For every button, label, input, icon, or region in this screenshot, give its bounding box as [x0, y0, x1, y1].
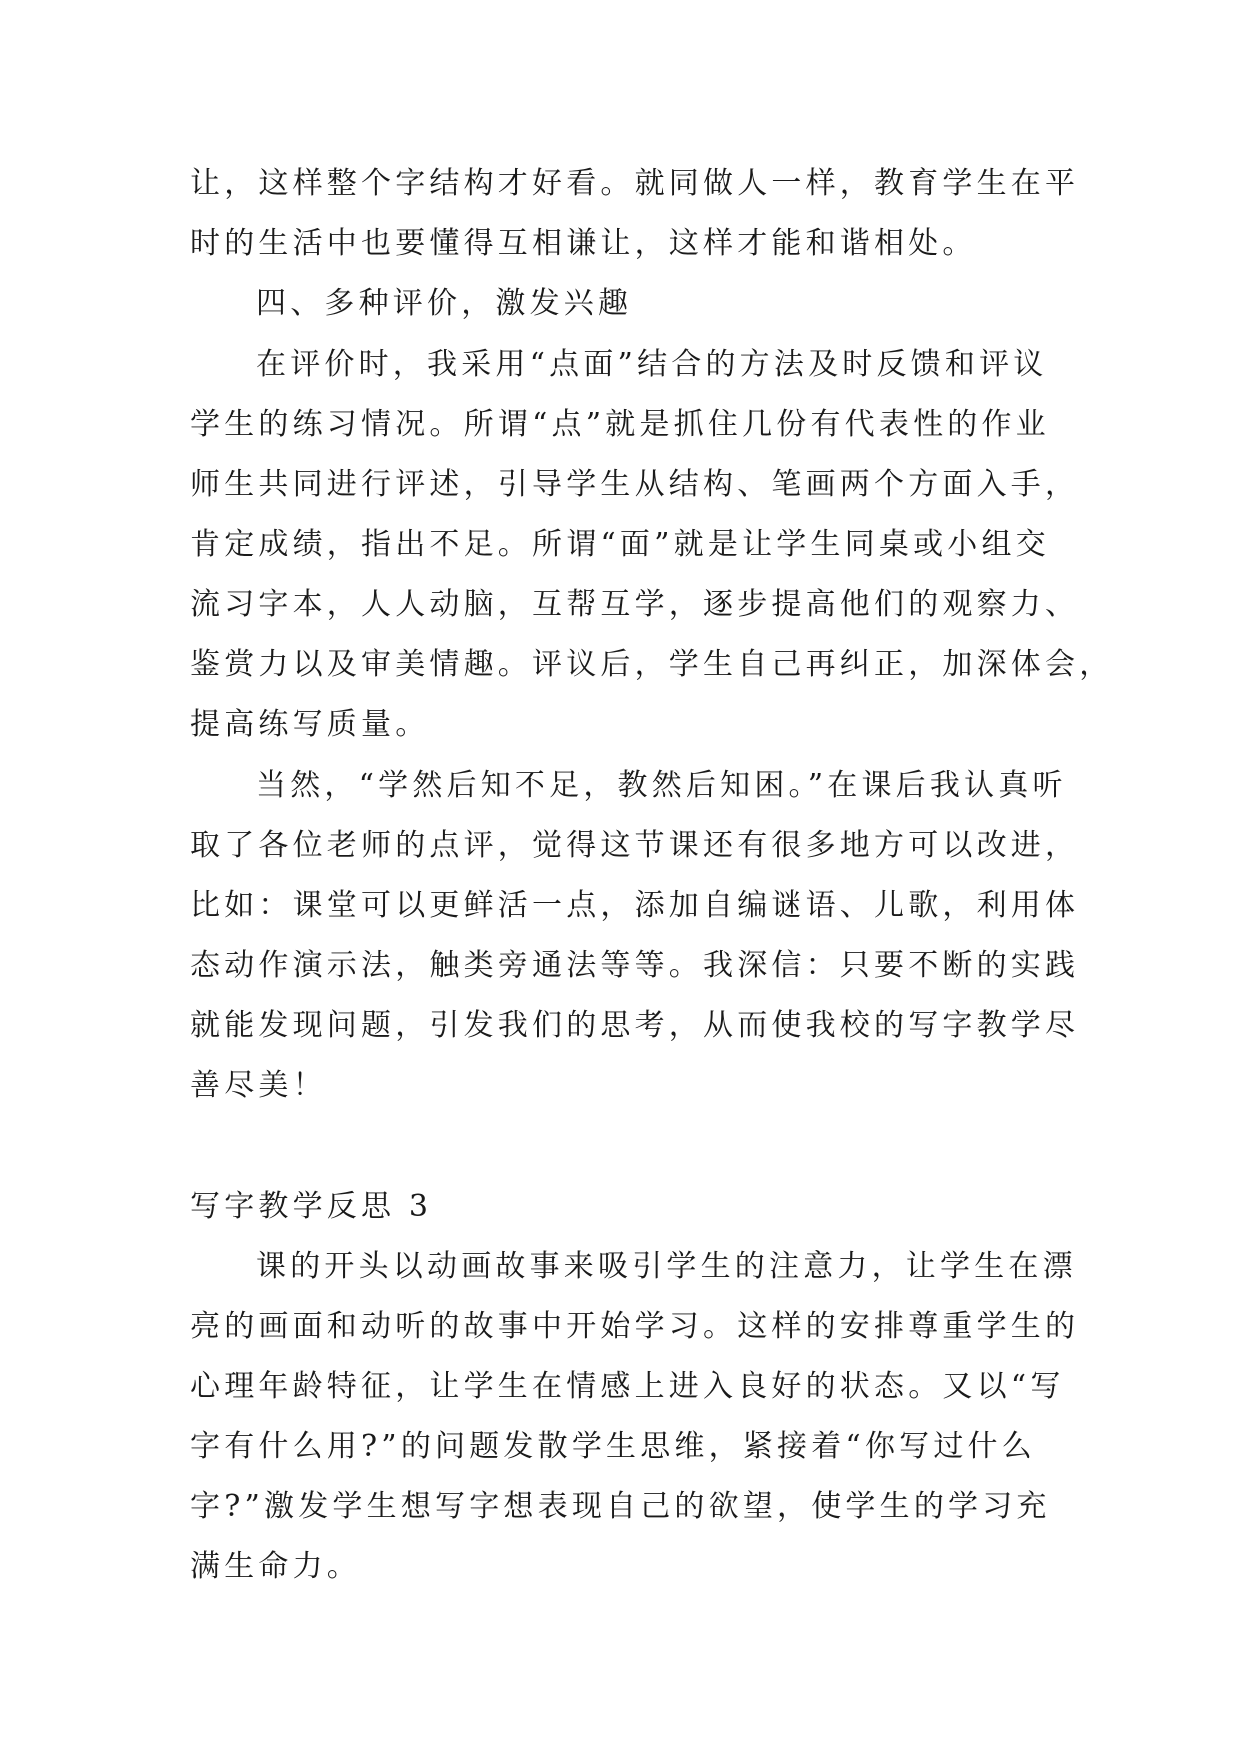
text-line: 态动作演示法，触类旁通法等等。我深信：只要不断的实践	[190, 948, 1080, 983]
paragraph-first-line: 课的开头以动画故事来吸引学生的注意力，让学生在漂	[256, 1249, 1077, 1284]
paragraph-first-line: 当然，“学然后知不足，教然后知困。”在课后我认真听	[256, 768, 1067, 803]
text-line: 学生的练习情况。所谓“点”就是抓住几份有代表性的作业	[190, 407, 1050, 442]
text-line: 鉴赏力以及审美情趣。评议后，学生自己再纠正，加深体会，	[190, 647, 1114, 682]
text-line: 取了各位老师的点评，觉得这节课还有很多地方可以改进，	[190, 828, 1080, 863]
text-line: 字?”激发学生想写字想表现自己的欲望，使学生的学习充	[190, 1489, 1051, 1524]
text-line: 提高练写质量。	[190, 707, 430, 742]
paragraph-first-line: 在评价时，我采用“点面”结合的方法及时反馈和评议	[256, 347, 1048, 382]
text-line: 亮的画面和动听的故事中开始学习。这样的安排尊重学生的	[190, 1309, 1080, 1344]
text-line: 让，这样整个字结构才好看。就同做人一样，教育学生在平	[190, 166, 1080, 201]
text-line: 就能发现问题，引发我们的思考，从而使我校的写字教学尽	[190, 1008, 1080, 1043]
text-line: 时的生活中也要懂得互相谦让，这样才能和谐相处。	[190, 226, 977, 261]
text-line: 字有什么用?”的问题发散学生思维，紧接着“你写过什么	[190, 1429, 1036, 1464]
text-line: 比如：课堂可以更鲜活一点，添加自编谜语、儿歌，利用体	[190, 888, 1080, 923]
section-heading: 四、多种评价，激发兴趣	[256, 286, 633, 321]
text-line: 肯定成绩，指出不足。所谓“面”就是让学生同桌或小组交	[190, 527, 1050, 562]
text-line: 善尽美！	[190, 1068, 327, 1103]
text-line: 满生命力。	[190, 1549, 361, 1584]
article-title: 写字教学反思 3	[190, 1189, 433, 1224]
text-line: 流习字本，人人动脑，互帮互学，逐步提高他们的观察力、	[190, 587, 1080, 622]
text-line: 师生共同进行评述，引导学生从结构、笔画两个方面入手，	[190, 467, 1080, 502]
text-line: 心理年龄特征，让学生在情感上进入良好的状态。又以“写	[190, 1369, 1065, 1404]
